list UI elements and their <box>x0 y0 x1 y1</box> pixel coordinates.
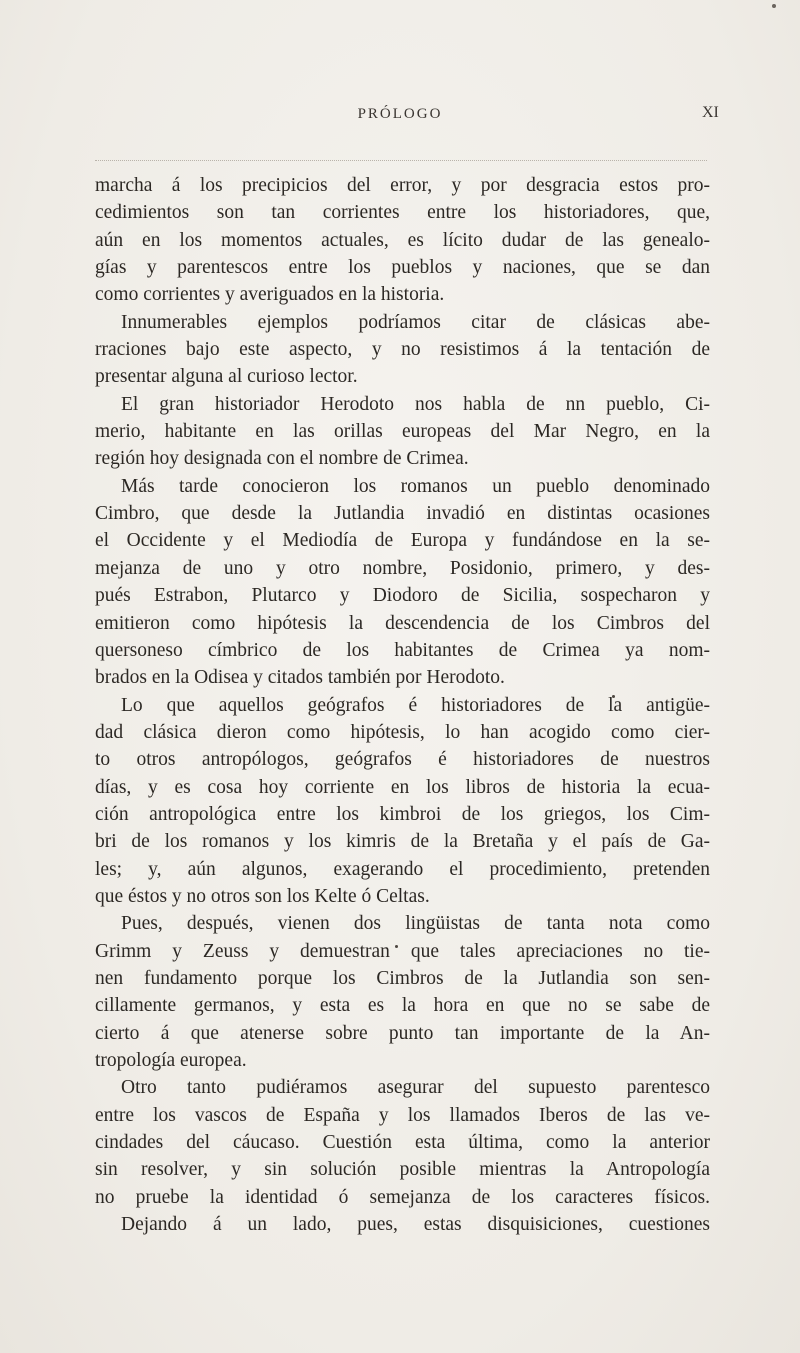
text-line: tropología europea. <box>95 1050 247 1071</box>
text-line: aún en los momentos actuales, es lícito dudar de las genealo- <box>95 229 710 251</box>
running-head <box>0 100 800 130</box>
header-rule <box>95 160 707 161</box>
text-line: no pruebe la identidad ó semejanza de los caracteres físicos. <box>95 1186 710 1208</box>
text-line: marcha á los precipicios del error, y por desgracia estos pro- <box>95 175 710 196</box>
text-line: que éstos y no otros son los Kelte ó Celtas. <box>95 885 430 907</box>
text-line: emitieron como hipótesis la descendencia de los Cimbros del <box>95 612 710 634</box>
ink-spot <box>772 4 776 8</box>
text-line: cierto á que atenerse sobre punto tan importante de la An- <box>95 1022 710 1044</box>
text-line: dad clásica dieron como hipótesis, lo han acogido como cier- <box>95 721 710 743</box>
text-line: quersoneso címbrico de los habitantes de Crimea ya nom- <box>95 639 710 661</box>
text-line: mejanza de uno y otro nombre, Posidonio, primero, y des- <box>95 557 710 579</box>
text-line: presentar alguna al curioso lector. <box>95 366 358 388</box>
text-line: Lo que aquellos geógrafos é historiadores de la antigüe- <box>121 694 710 716</box>
text-line: bri de los romanos y los kimris de la Bretaña y el país de Ga- <box>95 831 710 853</box>
text-line: to otros antropólogos, geógrafos é historiadores de nuestros <box>95 749 710 771</box>
text-line: entre los vascos de España y los llamados Iberos de las ve- <box>95 1104 710 1126</box>
page-number: XI <box>702 104 719 121</box>
text-line: El gran historiador Herodoto nos habla de nn pueblo, Ci- <box>121 393 710 415</box>
text-line: cindades del cáucaso. Cuestión esta última, como la anterior <box>95 1132 710 1154</box>
text-line: días, y es cosa hoy corriente en los libros de historia la ecua- <box>95 776 710 798</box>
text-line: nen fundamento porque los Cimbros de la Jutlandia son sen- <box>95 967 710 989</box>
text-line: Otro tanto pudiéramos asegurar del supuesto parentesco <box>121 1077 710 1099</box>
text-line: rraciones bajo este aspecto, y no resistimos á la tentación de <box>95 339 710 361</box>
text-line: Dejando á un lado, pues, estas disquisiciones, cuestiones <box>121 1214 710 1236</box>
text-line: pués Estrabon, Plutarco y Diodoro de Sicilia, sospecharon y <box>95 585 710 607</box>
text-line: Cimbro, que desde la Jutlandia invadió en distintas ocasiones <box>95 503 710 525</box>
text-line: gías y parentescos entre los pueblos y naciones, que se dan <box>95 257 710 279</box>
running-title: PRÓLOGO <box>357 106 443 122</box>
text-line: Innumerables ejemplos podríamos citar de clásicas abe- <box>121 311 710 333</box>
text-line: sin resolver, y sin solución posible mientras la Antropología <box>95 1159 710 1181</box>
text-line: Más tarde conocieron los romanos un pueblo denominado <box>121 475 710 497</box>
text-line: merio, habitante en las orillas europeas del Mar Negro, en la <box>95 421 710 443</box>
text-line: brados en la Odisea y citados también por Herodoto. <box>95 667 505 689</box>
body-text <box>95 172 710 1238</box>
text-line: Grimm y Zeuss y demuestran que tales apreciaciones no tie- <box>95 940 710 962</box>
text-line: ción antropológica entre los kimbroi de los griegos, los Cim- <box>95 803 710 825</box>
text-line: el Occidente y el Mediodía de Europa y fundándose en la se- <box>95 530 710 552</box>
text-line: Pues, después, vienen dos lingüistas de tanta nota como <box>121 913 710 935</box>
text-line: les; y, aún algunos, exagerando el procedimiento, pretenden <box>95 858 710 880</box>
text-line: región hoy designada con el nombre de Crimea. <box>95 448 469 470</box>
text-line: cillamente germanos, y esta es la hora en que no se sabe de <box>95 995 710 1017</box>
text-line: como corrientes y averiguados en la historia. <box>95 284 445 306</box>
text-line: cedimientos son tan corrientes entre los historiadores, que, <box>95 202 710 224</box>
